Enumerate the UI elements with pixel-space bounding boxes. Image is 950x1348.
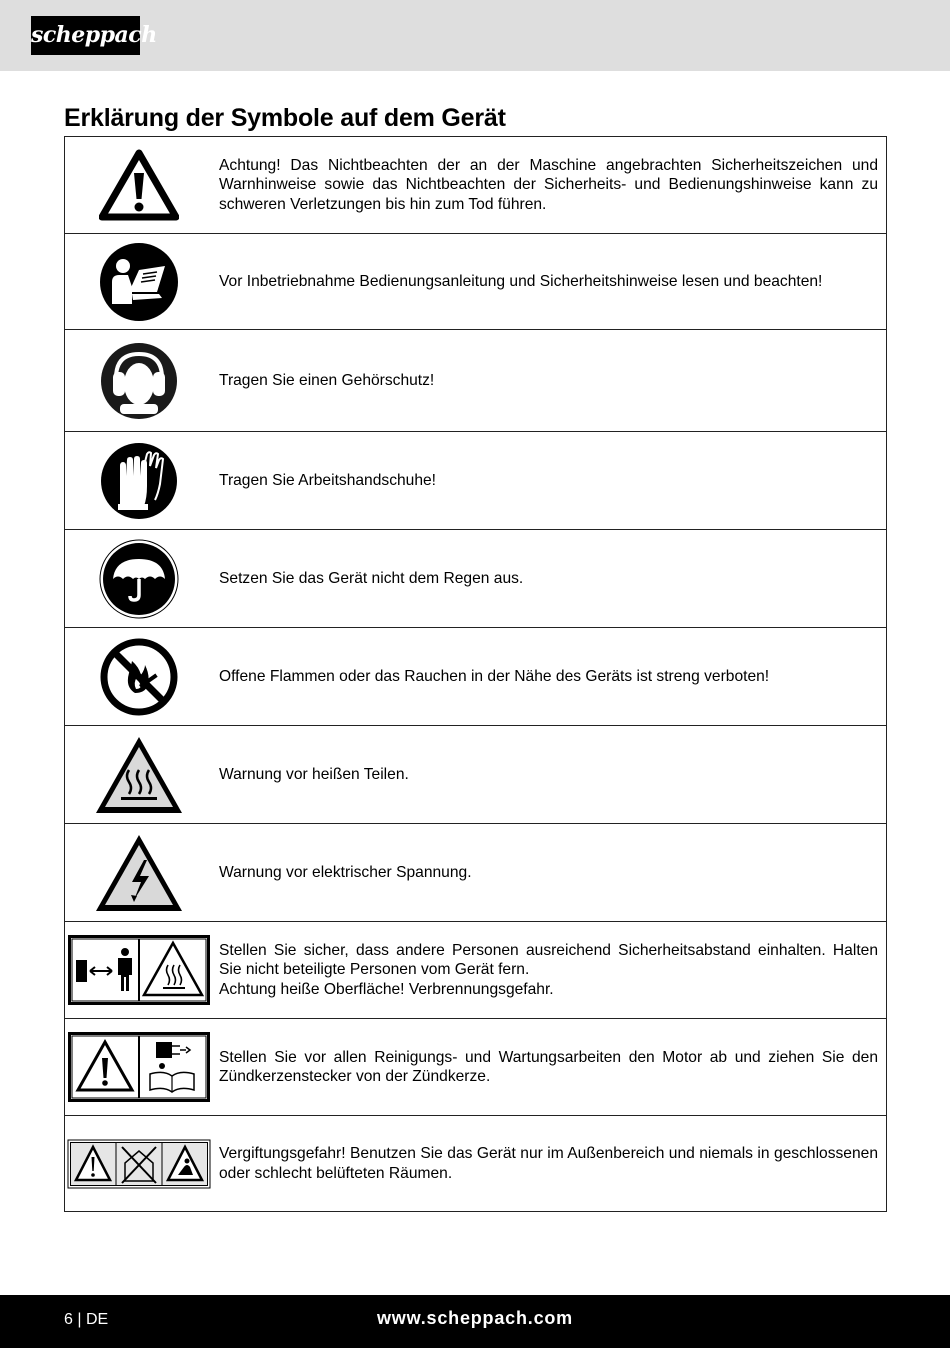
poisoning-hazard-icon bbox=[67, 1139, 211, 1189]
symbol-description: Tragen Sie Arbeitshandschuhe! bbox=[219, 471, 437, 489]
spark-plug-manual-icon bbox=[68, 1032, 210, 1102]
table-row bbox=[65, 234, 887, 330]
page-header bbox=[0, 0, 950, 71]
symbol-description: Stellen Sie sicher, dass andere Personen ausreichend Sicherheitsabstand einhalten. Halten Sie nicht beteiligte Personen vom Gerät fern. bbox=[219, 941, 878, 979]
safety-distance-hot-surface-icon bbox=[68, 935, 210, 1005]
gloves-icon bbox=[100, 442, 178, 520]
table-row bbox=[65, 432, 887, 530]
table-row bbox=[65, 628, 887, 726]
symbol-description: Vor Inbetriebnahme Bedienungsanleitung und Sicherheitshinweise lesen und beachten! bbox=[219, 272, 823, 290]
table-row bbox=[65, 330, 887, 432]
symbol-description: Warnung vor elektrischer Spannung. bbox=[219, 863, 472, 881]
hot-surface-icon bbox=[93, 734, 185, 816]
symbol-description: Achtung heiße Oberfläche! Verbrennungsgefahr. bbox=[219, 980, 554, 998]
table-row bbox=[65, 1019, 887, 1116]
symbol-description: Achtung! Das Nichtbeachten der an der Maschine angebrachten Sicherheitszeichen und Warnhinweise sowie das Nichtbeachten der Sicherheits- und Bedienungshinweise kann zu schweren Verletzungen bis hin zum Tod führen. bbox=[219, 156, 878, 213]
read-manual-icon bbox=[99, 242, 179, 322]
website-link[interactable]: www.scheppach.com bbox=[377, 1308, 573, 1328]
hearing-protection-icon bbox=[100, 342, 178, 420]
table-row bbox=[65, 1116, 887, 1212]
symbol-description: Stellen Sie vor allen Reinigungs- und Wartungsarbeiten den Motor ab und ziehen Sie den Zündkerzenstecker von der Zündkerze. bbox=[219, 1048, 878, 1085]
symbol-description: Setzen Sie das Gerät nicht dem Regen aus. bbox=[219, 569, 524, 587]
no-open-flame-icon bbox=[99, 637, 179, 717]
table-row bbox=[65, 922, 887, 1019]
symbol-description: Warnung vor heißen Teilen. bbox=[219, 765, 409, 783]
page-footer bbox=[0, 1295, 950, 1348]
page-number: 6 | DE bbox=[64, 1311, 109, 1328]
language-code: DE bbox=[85, 1311, 109, 1328]
symbol-description: Vergiftungsgefahr! Benutzen Sie das Gerät nur im Außenbereich und niemals in geschlossenen oder schlecht belüfteten Räumen. bbox=[219, 1145, 878, 1182]
table-row bbox=[65, 530, 887, 628]
page-title: Erklärung der Symbole auf dem Gerät bbox=[64, 104, 506, 132]
symbol-description: Offene Flammen oder das Rauchen in der Nähe des Geräts ist streng verboten! bbox=[219, 667, 770, 685]
general-warning-icon bbox=[99, 149, 179, 221]
symbol-description: Tragen Sie einen Gehörschutz! bbox=[219, 371, 435, 389]
scheppach-logo: scheppach bbox=[31, 16, 140, 55]
table-row bbox=[65, 137, 887, 234]
table-row bbox=[65, 726, 887, 824]
electric-voltage-icon bbox=[93, 832, 185, 914]
symbol-table bbox=[64, 136, 887, 1212]
umbrella-icon bbox=[99, 539, 179, 619]
table-row bbox=[65, 824, 887, 922]
